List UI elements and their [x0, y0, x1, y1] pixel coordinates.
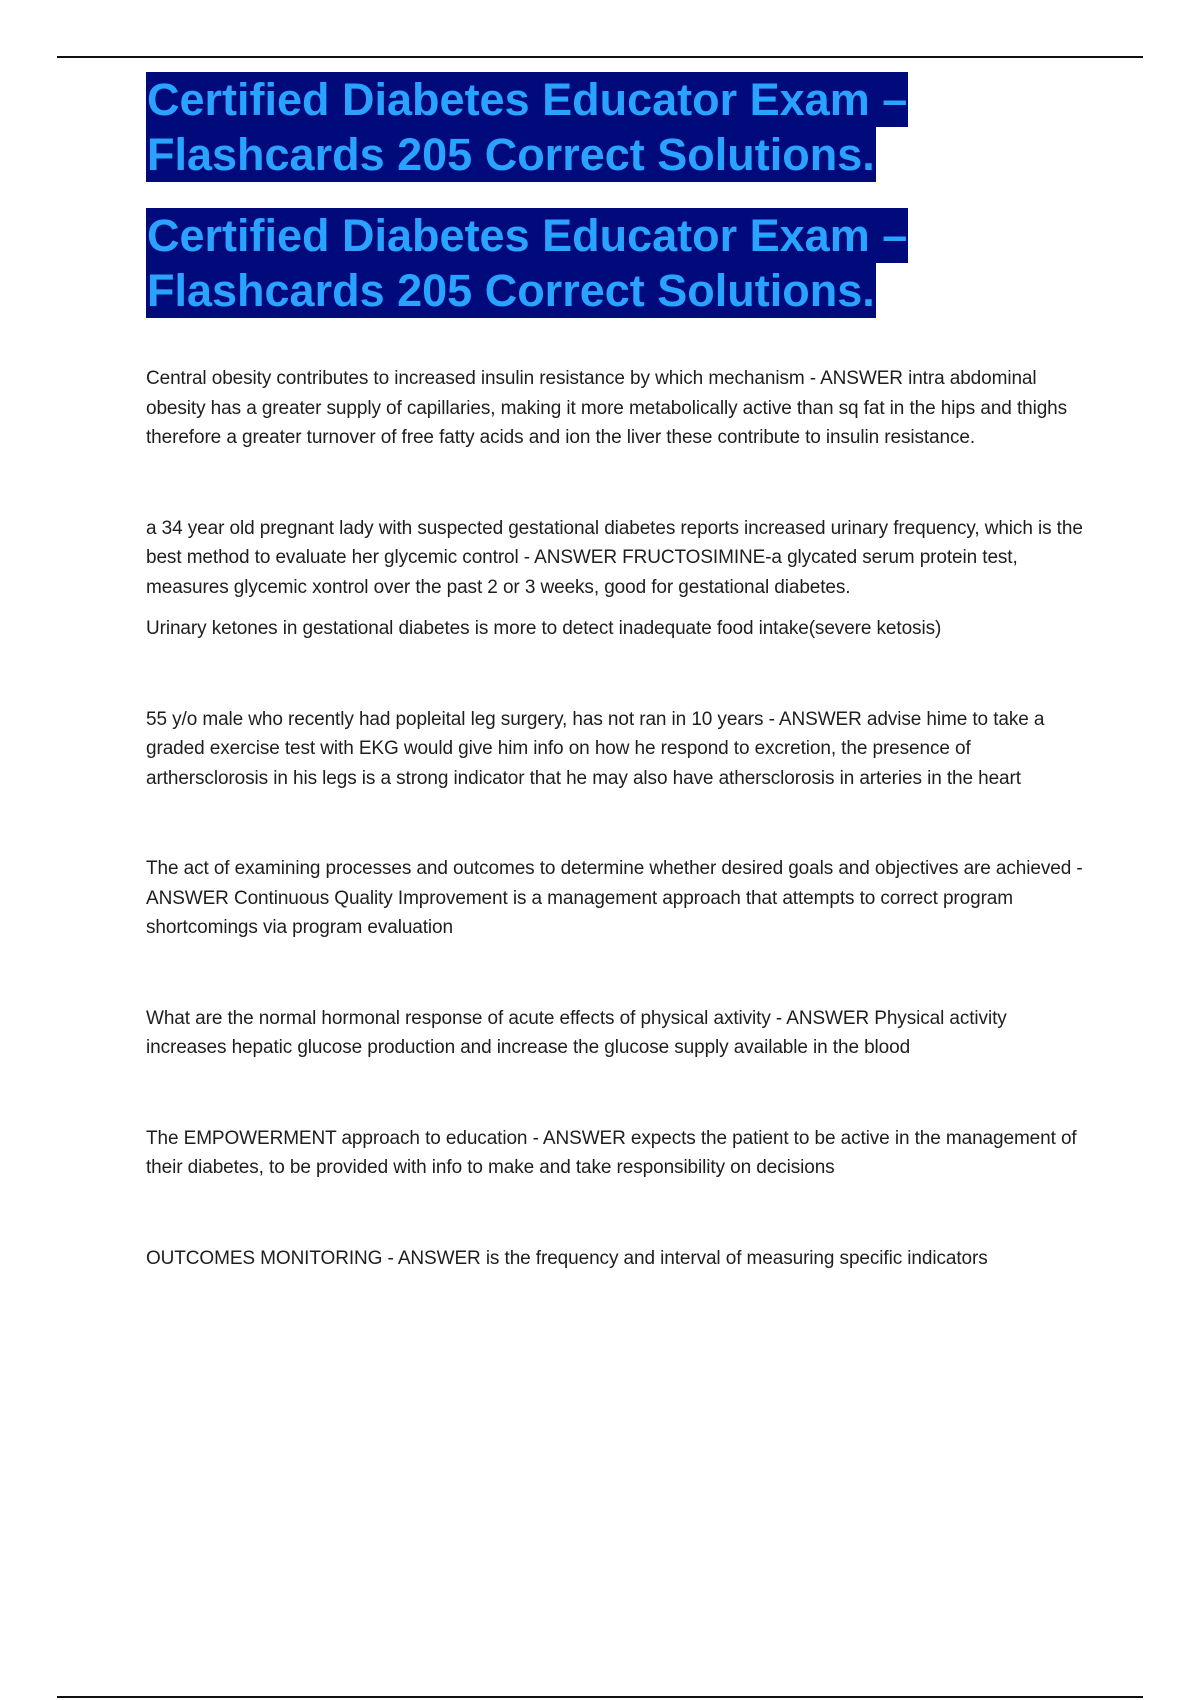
flashcard-entry: The act of examining processes and outcomes to determine whether desired goals and objectives are achieved - ANSWER Continuous Quality Improvement is a management approach that attempts to correct program shortcomings via program evaluation [146, 858, 1083, 938]
title-line-1: Certified Diabetes Educator Exam – [147, 210, 908, 261]
bottom-rule [57, 1696, 1143, 1698]
document-title [146, 72, 1086, 182]
flashcard-entry: Central obesity contributes to increased insulin resistance by which mechanism - ANSWER intra abdominal obesity has a greater supply of capillaries, making it more metabolically active than sq fat in the hips and thighs therefore a greater turnover of free fatty acids and ion the liver these contribute to insulin resistance. [146, 368, 1068, 448]
flashcard-entry: a 34 year old pregnant lady with suspected gestational diabetes reports increased urinary frequency, which is the best method to evaluate her glycemic control - ANSWER FRUCTOSIMINE-a glycated serum protein test, measures glycemic xontrol over the past 2 or 3 weeks, good for gestational diabetes. [146, 517, 1083, 598]
top-rule [57, 56, 1143, 58]
title-line-2: Flashcards 205 Correct Solutions. [147, 265, 875, 316]
flashcard-entry: 55 y/o male who recently had popleital leg surgery, has not ran in 10 years - ANSWER advise hime to take a graded exercise test with EKG would give him info on how he respond to excretion, the presence of arthersclorosis in his legs is a strong indicator that he may also have athersclorosis in arteries in the heart [146, 708, 1045, 789]
flashcard-entry: What are the normal hormonal response of acute effects of physical axtivity - ANSWER Physical activity increases hepatic glucose production and increase the glucose supply available in the blood [146, 1007, 1007, 1058]
document-page [146, 72, 1086, 1273]
flashcard-note: Urinary ketones in gestational diabetes is more to detect inadequate food intake(severe ketosis) [146, 618, 942, 639]
flashcard-list [146, 364, 1086, 1273]
title-line-1: Certified Diabetes Educator Exam – [147, 74, 908, 125]
flashcard-entry: OUTCOMES MONITORING - ANSWER is the frequency and interval of measuring specific indicators [146, 1247, 988, 1269]
title-line-2: Flashcards 205 Correct Solutions. [147, 129, 875, 180]
flashcard-entry: The EMPOWERMENT approach to education - ANSWER expects the patient to be active in the management of their diabetes, to be provided with info to make and take responsibility on decisions [146, 1127, 1077, 1178]
document-title-repeat [146, 208, 1086, 318]
